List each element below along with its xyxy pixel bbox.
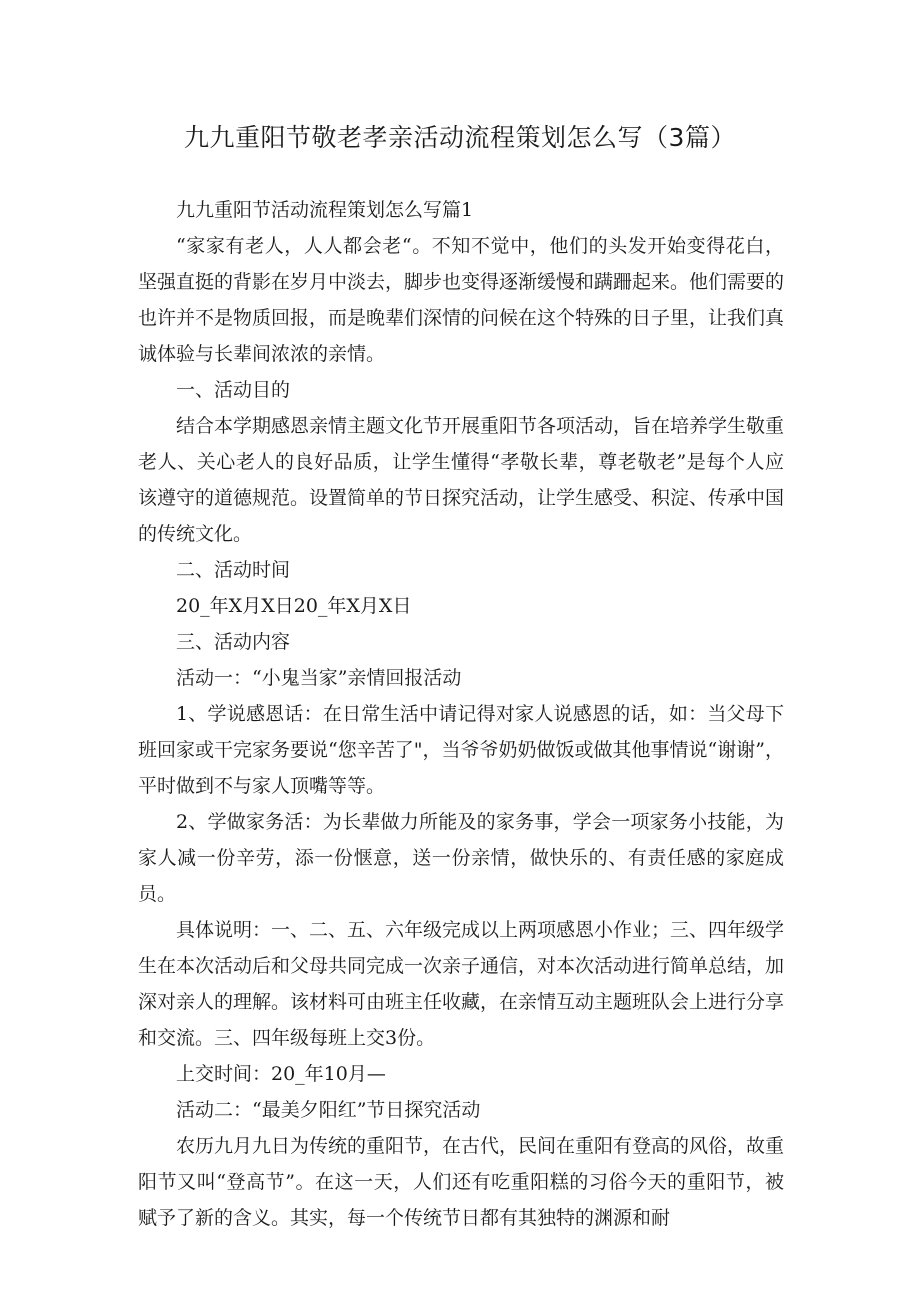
paragraph: 2、学做家务活：为长辈做力所能及的家务事，学会一项家务小技能，为家人减一份辛劳，添一份惬意，送一份亲情，做快乐的、有责任感的家庭成员。 [138, 811, 784, 905]
paragraph: 上交时间：20_年10月— [176, 1063, 386, 1085]
paragraph: 1、学说感恩话：在日常生活中请记得对家人说感恩的话，如：当父母下班回家或干完家务要说“您辛苦了"，当爷爷奶奶做饭或做其他事情说“谢谢”，平时做到不与家人顶嘴等等。 [138, 703, 784, 797]
paragraph: 结合本学期感恩亲情主题文化节开展重阳节各项活动，旨在培养学生敬重老人、关心老人的良好品质，让学生懂得“孝敬长辈，尊老敬老”是每个人应该遵守的道德规范。设置简单的节日探究活动，让学生感受、积淀、传承中国的传统文化。 [138, 415, 785, 545]
document-title: 九九重阳节敬老孝亲活动流程策划怎么写（3篇） [184, 123, 736, 152]
document-body [138, 192, 784, 1236]
paragraph: 20_年X月X日20_年X月X日 [176, 595, 412, 617]
section-heading: 二、活动时间 [176, 559, 291, 581]
section-heading: 活动一：“小鬼当家”亲情回报活动 [176, 667, 462, 689]
paragraph: 农历九月九日为传统的重阳节，在古代，民间在重阳有登高的风俗，故重阳节又叫“登高节”。在这一天，人们还有吃重阳糕的习俗今天的重阳节，被赋予了新的含义。其实，每一个传统节日都有其独特的渊源和耐 [138, 1135, 785, 1229]
section-heading: 三、活动内容 [176, 631, 291, 653]
paragraph: “家家有老人，人人都会老“。不知不觉中，他们的头发开始变得花白，坚强直挺的背影在岁月中淡去，脚步也变得逐渐缓慢和蹒跚起来。他们需要的也许并不是物质回报，而是晚辈们深情的问候在这个特殊的日子里，让我们真诚体验与长辈间浓浓的亲情。 [138, 235, 785, 365]
section-heading: 活动二：“最美夕阳红”节日探究活动 [176, 1099, 481, 1121]
section-heading: 一、活动目的 [176, 379, 291, 401]
section-heading: 九九重阳节活动流程策划怎么写篇1 [176, 199, 474, 221]
paragraph: 具体说明：一、二、五、六年级完成以上两项感恩小作业；三、四年级学生在本次活动后和父母共同完成一次亲子通信，对本次活动进行简单总结，加深对亲人的理解。该材料可由班主任收藏，在亲情互动主题班队会上进行分享和交流。三、四年级每班上交3份。 [138, 919, 785, 1049]
